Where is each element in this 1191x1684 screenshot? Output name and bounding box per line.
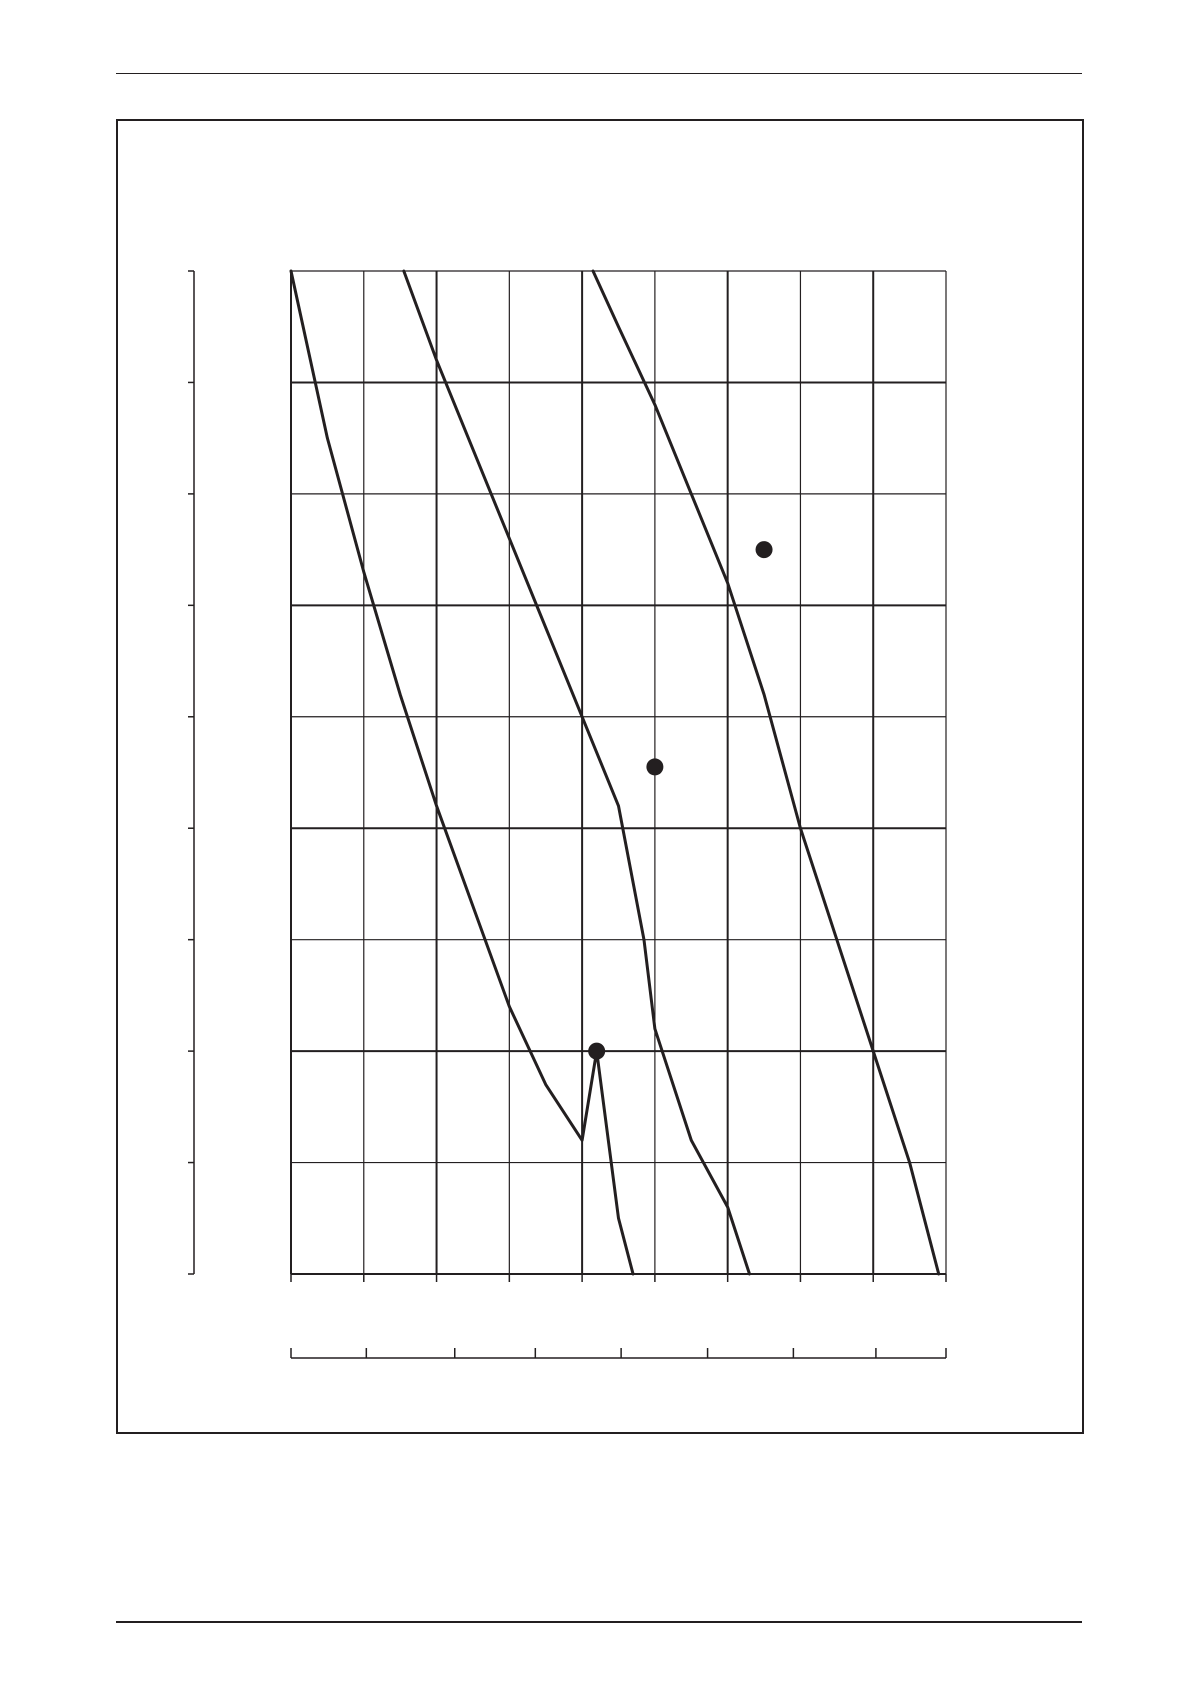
data-point-marker-3 bbox=[756, 541, 773, 558]
data-point-marker-2 bbox=[646, 758, 663, 775]
footer-rule bbox=[116, 1621, 1082, 1623]
data-point-marker-1 bbox=[588, 1043, 605, 1060]
series-line-2 bbox=[404, 271, 750, 1274]
series-line-3 bbox=[593, 271, 939, 1274]
